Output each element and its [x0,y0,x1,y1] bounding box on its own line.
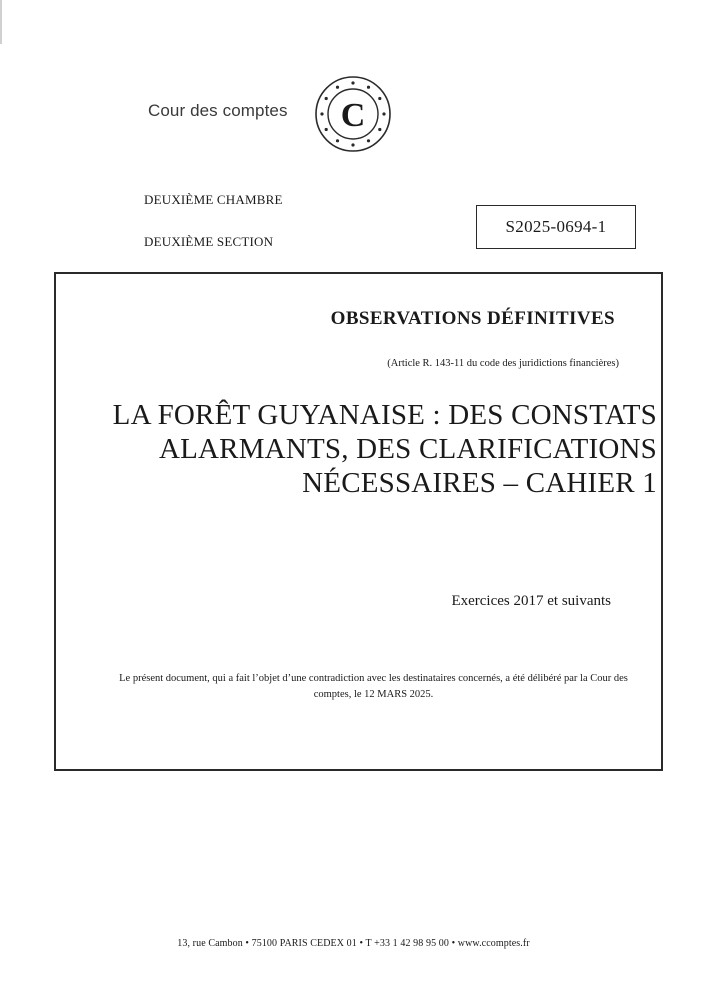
organization-name: Cour des comptes [148,101,288,120]
reference-number: S2025-0694-1 [505,217,607,236]
notice-line: Le présent document, qui a fait l’objet d’une contradiction avec les destinataires concernés, a été délibéré par la Cour des [119,673,628,684]
footer-address: 13, rue Cambon • 75100 PARIS CEDEX 01 • T +33 1 42 98 95 00 • www.ccomptes.fr [177,938,530,949]
document-title [60,398,657,500]
deliberation-notice [96,671,651,703]
title-line: LA FORÊT GUYANAISE : DES CONSTATS [112,399,657,431]
logo-letter: C [340,97,366,134]
reference-box [476,205,636,249]
title-line: NÉCESSAIRES – CAHIER 1 [302,467,657,499]
scan-edge-mark [0,0,2,44]
document-type: OBSERVATIONS DÉFINITIVES [330,308,615,329]
title-frame [54,272,663,771]
chamber-label: DEUXIÈME CHAMBRE [144,192,283,207]
section-label: DEUXIÈME SECTION [144,234,274,249]
fiscal-period: Exercices 2017 et suivants [451,593,611,609]
title-line: ALARMANTS, DES CLARIFICATIONS [158,433,657,465]
cour-des-comptes-logo-icon [313,74,393,154]
legal-reference: (Article R. 143-11 du code des juridictions financières) [387,358,619,369]
notice-line: comptes, le 12 MARS 2025. [313,689,434,700]
